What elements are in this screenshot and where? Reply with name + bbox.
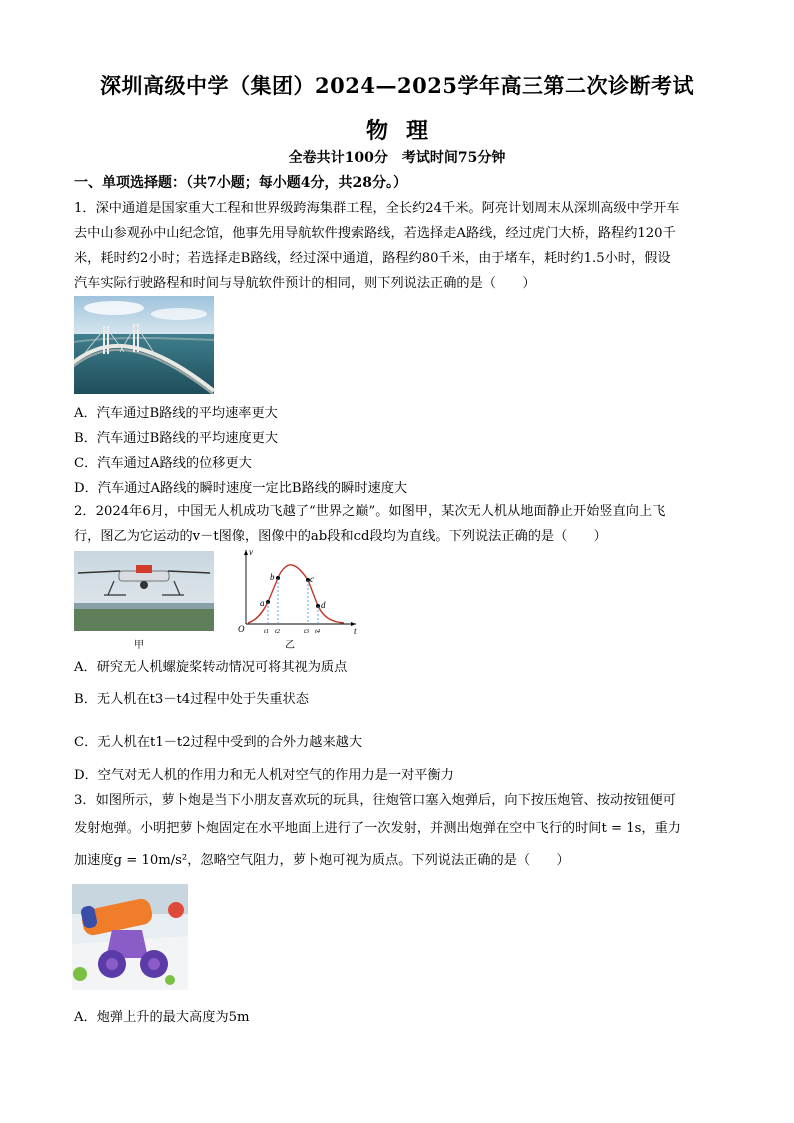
q3-stem-line: 加速度g = 10m/s²，忽略空气阻力，萝卜炮可视为质点。下列说法正确的是（ ） [74, 853, 570, 868]
point-a-label: a [260, 598, 265, 608]
section-heading: 一、单项选择题：（共7小题；每小题4分，共28分。） [74, 175, 407, 191]
tick-t1: t1 [264, 628, 270, 635]
q1-stem-line: 1．深中通道是国家重大工程和世界级跨海集群工程，全长约24千米。阿亮计划周末从深圳高级中学开车 [74, 201, 680, 216]
q2-option-b: B．无人机在t3－t4过程中处于失重状态 [74, 692, 309, 707]
q3-stem-line: 发射炮弹。小明把萝卜炮固定在水平地面上进行了一次发射，并测出炮弹在空中飞行的时间t = 1s，重力 [74, 821, 681, 836]
point-d-label: d [321, 600, 326, 610]
origin-label: O [238, 624, 245, 634]
q2-option-c: C．无人机在t1－t2过程中受到的合外力越来越大 [74, 735, 363, 750]
t-axis-label: t [354, 626, 357, 636]
drone-photo [74, 551, 214, 631]
q3-stem [74, 787, 724, 875]
q2-option-d: D．空气对无人机的作用力和无人机对空气的作用力是一对平衡力 [74, 768, 454, 783]
exam-title: 深圳高级中学（集团）2024—2025学年高三第二次诊断考试 [100, 73, 694, 98]
subject-title: 物理 [365, 118, 446, 144]
q1-option-d: D．汽车通过A路线的瞬时速度一定比B路线的瞬时速度大 [74, 481, 408, 496]
q1-stem-line: 去中山参观孙中山纪念馆，他事先用导航软件搜索路线，若选择走A路线，经过虎门大桥，路程约120千 [74, 226, 676, 241]
fig-label-jia: 甲 [134, 640, 144, 651]
q1-option-a: A．汽车通过B路线的平均速率更大 [74, 406, 278, 421]
v-axis-label: v [249, 547, 253, 557]
exam-info: 全卷共计100分 考试时间75分钟 [288, 150, 506, 166]
fig-label-yi: 乙 [285, 640, 295, 651]
tick-t2: t2 [275, 628, 281, 635]
toy-cannon-photo [72, 884, 188, 990]
q2-stem-line: 2．2024年6月，中国无人机成功飞越了“世界之巅”。如图甲，某次无人机从地面静止开始竖直向上飞 [74, 504, 666, 519]
bridge-photo [74, 296, 214, 394]
q3-stem-line: 3．如图所示，萝卜炮是当下小朋友喜欢玩的玩具，往炮管口塞入炮弹后，向下按压炮管、按动按钮便可 [74, 793, 676, 808]
point-c-label: c [310, 574, 314, 584]
vt-graph [232, 546, 362, 636]
q2-stem [74, 499, 724, 549]
q1-stem-line: 汽车实际行驶路程和时间与导航软件预计的相同，则下列说法正确的是（ ） [74, 276, 536, 291]
q2-stem-line: 行，图乙为它运动的v－t图像，图像中的ab段和cd段均为直线。下列说法正确的是（ ） [74, 529, 607, 544]
q1-stem-line: 米，耗时约2小时；若选择走B路线，经过深中通道，路程约80千米，由于堵车，耗时约1.5小时，假设 [74, 251, 671, 266]
tick-t4: t4 [315, 628, 321, 635]
tick-t3: t3 [304, 628, 310, 635]
point-b-label: b [270, 572, 275, 582]
q3-option-a: A．炮弹上升的最大高度为5m [74, 1010, 250, 1025]
q1-stem [74, 196, 724, 296]
q2-option-a: A．研究无人机螺旋桨转动情况可将其视为质点 [74, 660, 348, 675]
q1-option-c: C．汽车通过A路线的位移更大 [74, 456, 252, 471]
q1-option-b: B．汽车通过B路线的平均速度更大 [74, 431, 279, 446]
